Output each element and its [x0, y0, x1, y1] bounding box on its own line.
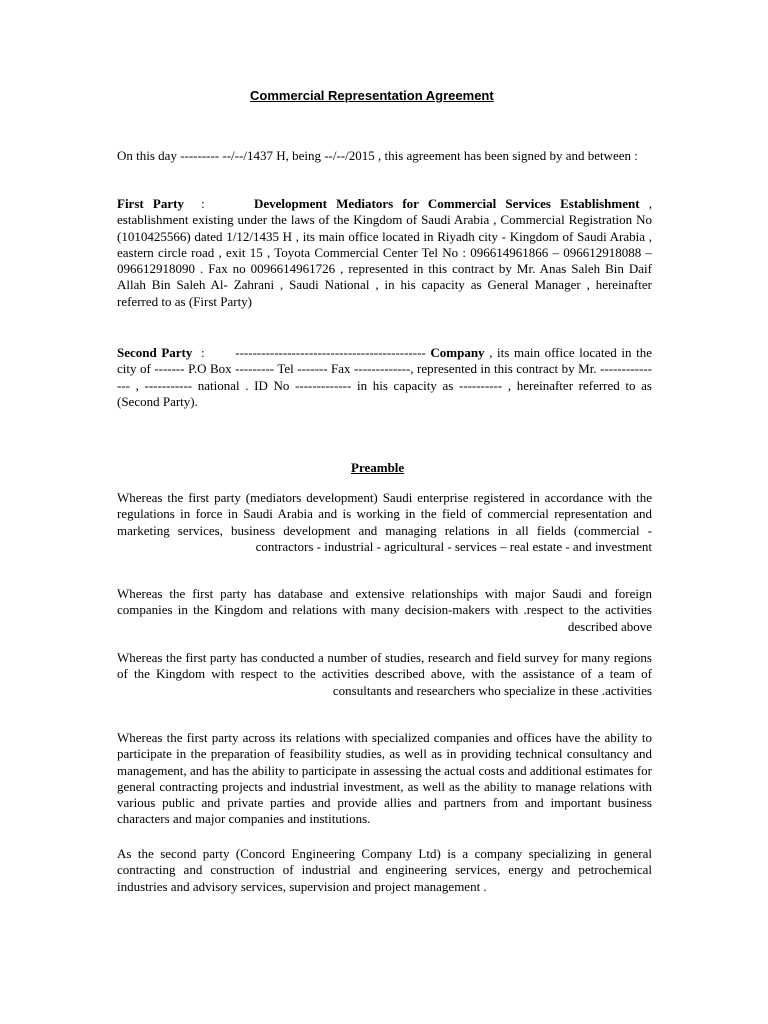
document-title: Commercial Representation Agreement: [250, 88, 494, 103]
first-party-label: First Party: [117, 196, 184, 211]
first-party-colon: :: [201, 196, 205, 211]
intro-text: On this day --------- --/--/1437 H, being --/--/2015 , this agreement has been signed by and between :: [117, 148, 638, 163]
preamble-paragraph: Whereas the first party (mediators development) Saudi enterprise registered in accordance with the regulations in force in Saudi Arabia and is working in the field of commercial representation and marketing services, business development and managing relations in all fields (commercial - contractors - industrial - agricultural - services – real estate - and investment: [117, 490, 652, 554]
second-party-label: Second Party: [117, 345, 193, 360]
preamble-paragraph: Whereas the first party across its relations with specialized companies and offices have the ability to participate in the preparation of feasibility studies, as well as in providing technical consultancy and management, and has the ability to participate in assessing the actual costs and additional estimates for general contracting projects and industrial investment, as well as the ability to manage relations with various public and private parties and provide allies and partners from and important business characters and major companies and institutions.: [117, 730, 652, 827]
second-party-text: , its main office located in the city of ------- P.O Box --------- Tel ------- Fax -------------, represented in this contract by Mr. --------------- , ----------- national . ID No ------------- in his capacity as ---------- , hereinafter referred to as (Second Party).: [117, 345, 653, 409]
second-party-colon: :: [201, 345, 205, 360]
second-party-paragraph: [117, 345, 652, 410]
second-party-blank: --------------------------------------------: [235, 345, 426, 360]
preamble-paragraph: As the second party (Concord Engineering Company Ltd) is a company specializing in general contracting and construction of industrial and engineering services, energy and petrochemical industries and advisory services, supervision and project management .: [117, 846, 652, 894]
first-party-paragraph: [117, 196, 652, 310]
intro-paragraph: [117, 148, 652, 164]
first-party-text: , establishment existing under the laws of the Kingdom of Saudi Arabia , Commercial Registration No (1010425566) dated 1/12/1435 H , its main office located in Riyadh city - Kingdom of Saudi Arabia , eastern circle road , exit 15 , Toyota Commercial Center Tel No : 096614961866 – 096612918088 – 096612918090 . Fax no 0096614961726 , represented in this contract by Mr. Anas Saleh Bin Daif Allah Bin Saleh Al- Zahrani , Saudi National , in his capacity as General Manager , hereinafter referred to as (First Party): [117, 196, 653, 309]
preamble-paragraph: Whereas the first party has database and extensive relationships with major Saudi and foreign companies in the Kingdom and relations with many decision-makers with .respect to the activities described above: [117, 586, 652, 634]
first-party-name: Development Mediators for Commercial Services Establishment: [253, 196, 640, 211]
preamble-paragraph: Whereas the first party has conducted a number of studies, research and field survey for many regions of the Kingdom with respect to the activities described above, with the assistance of a team of consultants and researchers who specialize in these .activities: [117, 650, 652, 698]
preamble-heading: Preamble: [351, 460, 405, 475]
second-party-company: Company: [430, 345, 485, 360]
